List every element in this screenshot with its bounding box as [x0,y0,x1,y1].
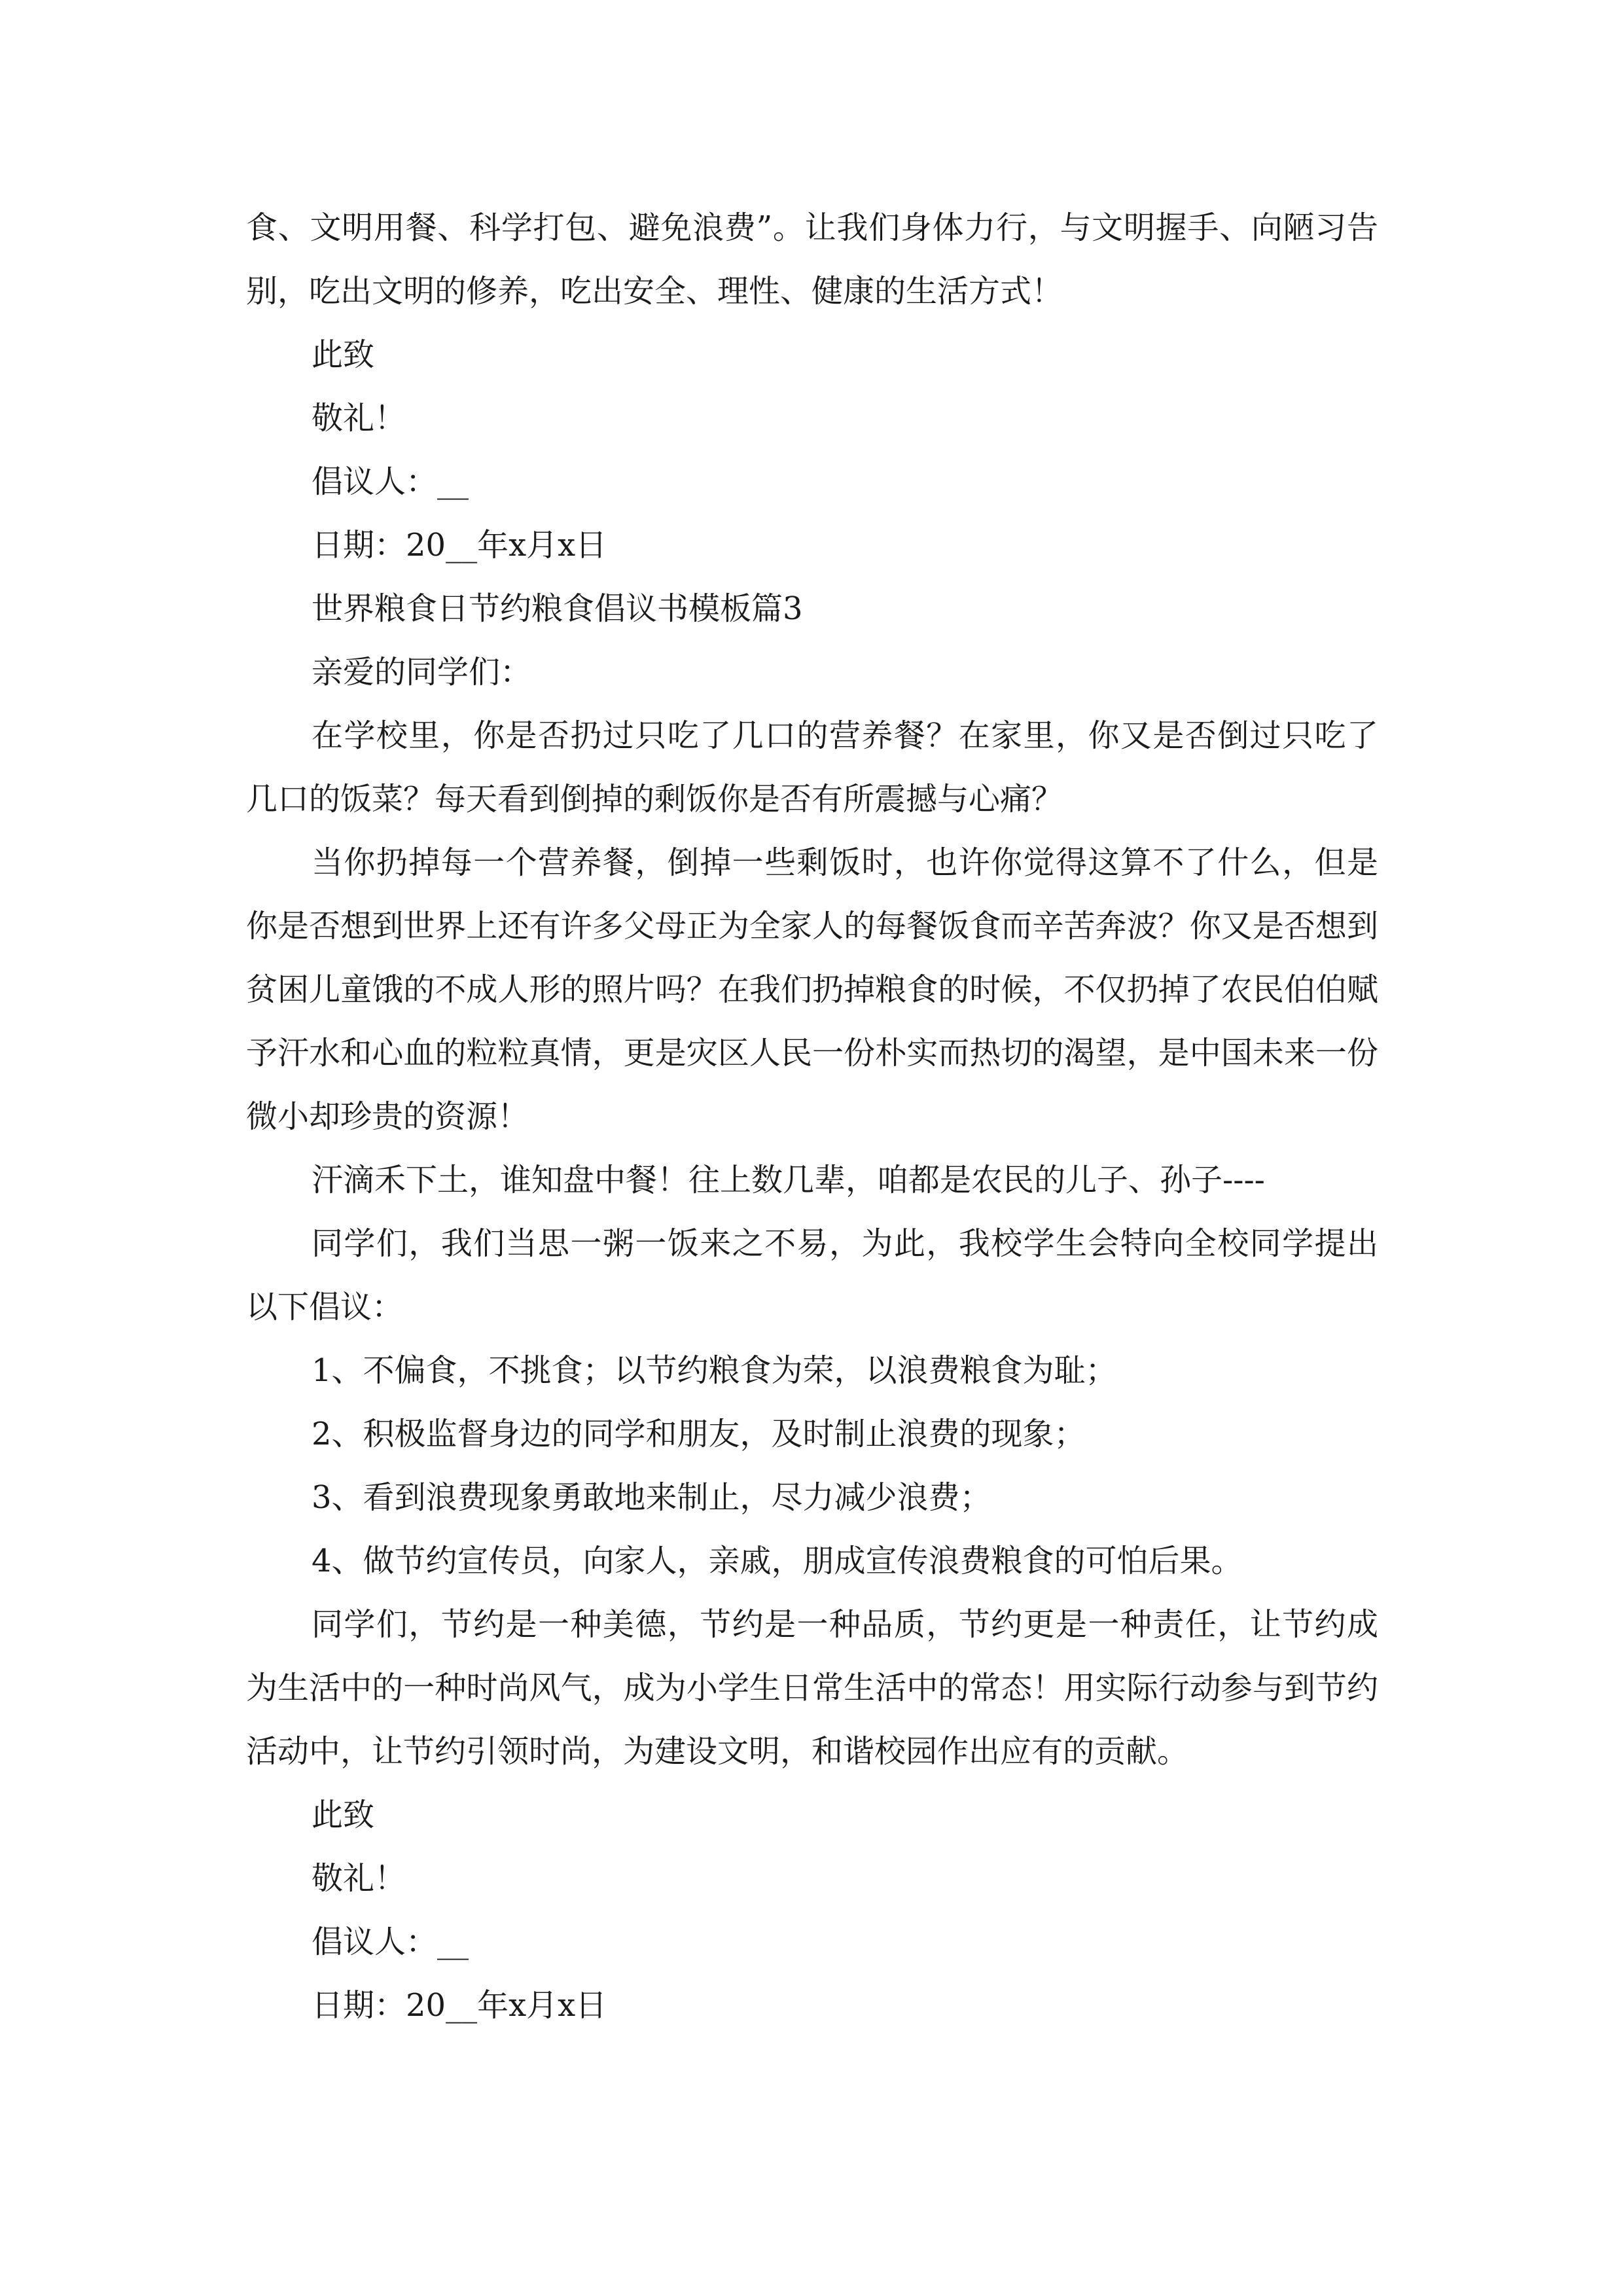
closing-regards: 敬礼！ [312,400,406,437]
document-body [246,196,1378,2037]
closing-salutation: 此致 [312,1797,375,1833]
list-item: 3、看到浪费现象勇敢地来制止，尽力减少浪费； [312,1479,991,1516]
paragraph-body: 汗滴禾下土，谁知盘中餐！往上数几辈，咱都是农民的儿子、孙子---- [312,1162,1265,1198]
paragraph-body: 在学校里，你是否扔过只吃了几口的营养餐？在家里，你又是否倒过只吃了几口的饭菜？每天看到倒掉的剩饭你是否有所震撼与心痛？ [246,717,1378,817]
paragraph-1: 食、文明用餐、科学打包、避免浪费”。让我们身体力行，与文明握手、向陋习告别，吃出文明的修养，吃出安全、理性、健康的生活方式！ [246,209,1378,310]
section-title: 世界粮食日节约粮食倡议书模板篇3 [312,590,803,627]
paragraph-body: 当你扔掉每一个营养餐，倒掉一些剩饭时，也许你觉得这算不了什么，但是你是否想到世界上还有许多父母正为全家人的每餐饭食而辛苦奔波？你又是否想到贫困儿童饿的不成人形的照片吗？在我们扔掉粮食的时候，不仅扔掉了农民伯伯赋予汗水和心血的粒粒真情，更是灾区人民一份朴实而热切的渴望，是中国未来一份微小却珍贵的资源！ [246,844,1378,1135]
closing-salutation: 此致 [312,336,375,373]
closing-regards: 敬礼！ [312,1860,406,1897]
paragraph-body: 同学们，我们当思一粥一饭来之不易，为此，我校学生会特向全校同学提出以下倡议： [246,1225,1378,1325]
greeting: 亲爱的同学们： [312,654,532,691]
proposer-line: 倡议人：__ [312,463,469,500]
list-item: 1、不偏食，不挑食；以节约粮食为荣，以浪费粮食为耻； [312,1352,1117,1389]
list-item: 4、做节约宣传员，向家人，亲戚，朋成宣传浪费粮食的可怕后果。 [312,1543,1243,1579]
list-item: 2、积极监督身边的同学和朋友，及时制止浪费的现象； [312,1416,1086,1452]
date-line: 日期：20__年x月x日 [312,1987,607,2024]
date-line: 日期：20__年x月x日 [312,527,607,564]
paragraph-body: 同学们，节约是一种美德，节约是一种品质，节约更是一种责任，让节约成为生活中的一种时尚风气，成为小学生日常生活中的常态！用实际行动参与到节约活动中，让节约引领时尚，为建设文明，和谐校园作出应有的贡献。 [246,1606,1378,1770]
proposer-line: 倡议人：__ [312,1924,469,1960]
